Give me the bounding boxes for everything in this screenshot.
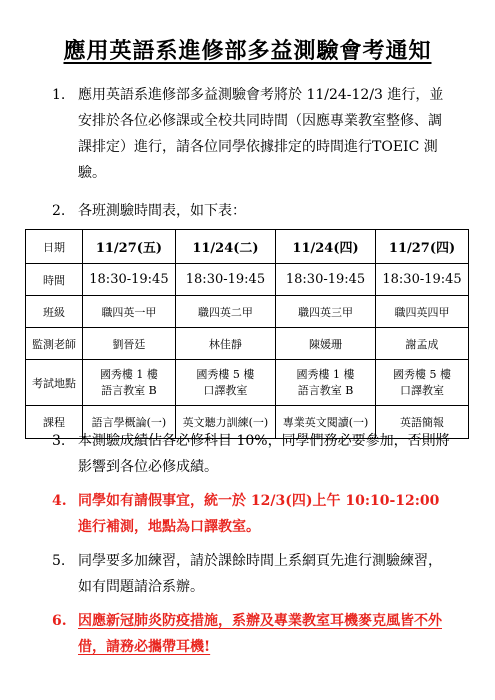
- row-header: 課程: [26, 406, 83, 439]
- table-cell-class: 職四英二甲: [175, 296, 275, 328]
- table-cell-time: 18:30-19:45: [376, 264, 469, 296]
- table-cell-date: 11/24(四): [275, 230, 375, 264]
- item-number: 1.: [52, 87, 66, 103]
- item-text: 各班測驗時間表，如下表：: [78, 203, 246, 219]
- notice-title: 應用英語系進修部多益測驗會考通知: [63, 38, 432, 64]
- location-building: 國秀樓 1 樓: [296, 367, 355, 381]
- item-text: 同學如有請假事宜，統一於 12/3(四)上午 10:10-12:00 進行補測，地點為口譯教室。: [78, 493, 440, 535]
- table-cell-time: 18:30-19:45: [275, 264, 375, 296]
- notice-item-2: [52, 198, 452, 224]
- item-number: 4.: [52, 493, 67, 509]
- table-cell-location: [83, 360, 176, 406]
- row-header: 日期: [26, 230, 83, 264]
- location-room: 語言教室 B: [101, 383, 157, 397]
- table-row-location: [26, 360, 469, 406]
- table-cell-teacher: 劉晉廷: [83, 328, 176, 360]
- row-header: 時間: [26, 264, 83, 296]
- table-cell-time: 18:30-19:45: [83, 264, 176, 296]
- item-text: 本測驗成績佔各必修科目 10%，同學們務必要參加，否則將影響到各位必修成績。: [78, 433, 450, 475]
- location-building: 國秀樓 5 樓: [196, 367, 255, 381]
- item-text: 同學要多加練習，請於課餘時間上系網頁先進行測驗練習，如有問題請洽系辦。: [78, 553, 442, 595]
- table-row-class: [26, 296, 469, 328]
- table-cell-class: 職四英四甲: [376, 296, 469, 328]
- table-cell-date: 11/27(四): [376, 230, 469, 264]
- table-cell-date: 11/27(五): [83, 230, 176, 264]
- notice-item-3: [52, 428, 452, 480]
- table-row-time: [26, 264, 469, 296]
- item-number: 3.: [52, 433, 66, 449]
- item-number: 5.: [52, 553, 66, 569]
- item-text: 因應新冠肺炎防疫措施，系辦及專業教室耳機麥克風皆不外借，請務必攜帶耳機!: [78, 613, 442, 655]
- notice-item-1: [52, 82, 452, 186]
- table-cell-teacher: 林佳靜: [175, 328, 275, 360]
- table-cell-teacher: 謝孟成: [376, 328, 469, 360]
- schedule-table: [25, 229, 469, 439]
- table-row-date: [26, 230, 469, 264]
- table-cell-location: [275, 360, 375, 406]
- location-building: 國秀樓 1 樓: [99, 367, 158, 381]
- row-header: 監測老師: [26, 328, 83, 360]
- item-number: 2.: [52, 203, 66, 219]
- table-cell-class: 職四英一甲: [83, 296, 176, 328]
- location-room: 口譯教室: [203, 383, 248, 397]
- row-header: 考試地點: [26, 360, 83, 406]
- table-cell-course: 英語簡報: [376, 406, 469, 439]
- table-cell-location: [376, 360, 469, 406]
- item-text: 應用英語系進修部多益測驗會考將於 11/24-12/3 進行，並安排於各位必修課或全校共同時間（因應專業教室整修、調課排定）進行，請各位同學依據排定的時間進行TOEIC 測驗。: [78, 87, 444, 181]
- table-cell-teacher: 陳媛珊: [275, 328, 375, 360]
- notice-item-4: [52, 488, 452, 540]
- table-cell-date: 11/24(二): [175, 230, 275, 264]
- table-row-teacher: [26, 328, 469, 360]
- table-cell-course: 語言學概論(一): [83, 406, 176, 439]
- table-cell-location: [175, 360, 275, 406]
- row-header: 班級: [26, 296, 83, 328]
- notice-item-5: [52, 548, 452, 600]
- item-number: 6.: [52, 613, 67, 629]
- location-room: 口譯教室: [400, 383, 445, 397]
- table-cell-time: 18:30-19:45: [175, 264, 275, 296]
- location-building: 國秀樓 5 樓: [393, 367, 452, 381]
- table-cell-class: 職四英三甲: [275, 296, 375, 328]
- notice-item-6: [52, 608, 452, 660]
- table-cell-course: 專業英文閱讀(一): [275, 406, 375, 439]
- location-room: 語言教室 B: [297, 383, 354, 397]
- table-cell-course: 英文聽力訓練(一): [175, 406, 275, 439]
